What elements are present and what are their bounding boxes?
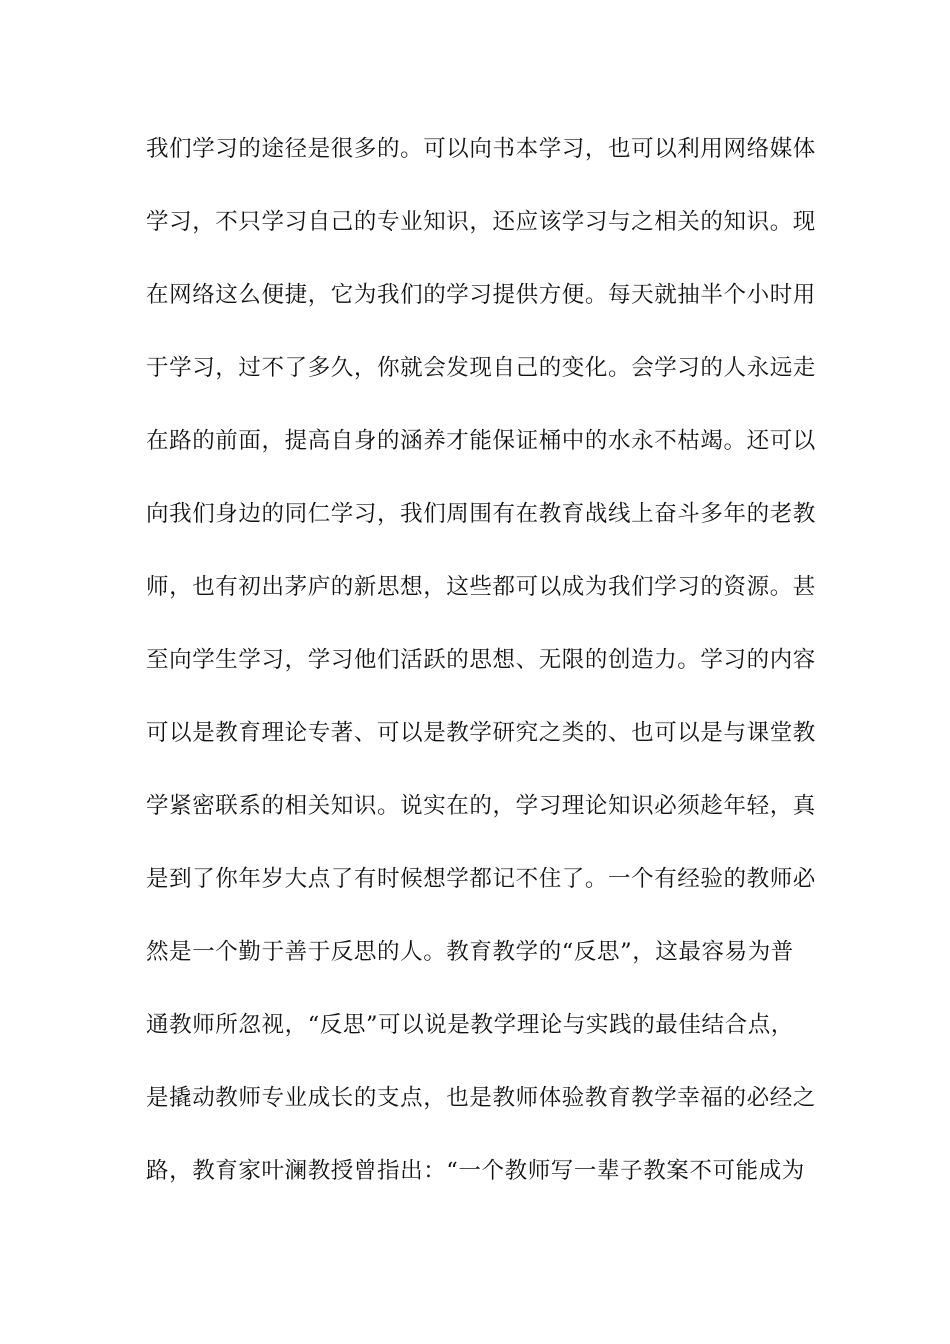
text-line-8: 至向学生学习，学习他们活跃的思想、无限的创造力。学习的内容 [146,647,816,673]
text-line-13: 通教师所忽视，“反思”可以说是教学理论与实践的最佳结合点， [146,1012,794,1038]
text-line-3: 在网络这么便捷，它为我们的学习提供方便。每天就抽半个小时用 [146,282,816,308]
text-line-12: 然是一个勤于善于反思的人。教育教学的“反思”，这最容易为普 [146,939,794,965]
text-line-9: 可以是教育理论专著、可以是教学研究之类的、也可以是与课堂教 [146,720,816,746]
text-line-10: 学紧密联系的相关知识。说实在的，学习理论知识必须趁年轻，真 [146,793,816,819]
text-line-4: 于学习，过不了多久，你就会发现自己的变化。会学习的人永远走 [146,355,816,381]
text-line-6: 向我们身边的同仁学习，我们周围有在教育战线上奋斗多年的老教 [146,501,816,527]
text-line-2: 学习，不只学习自己的专业知识，还应该学习与之相关的知识。现 [146,209,816,235]
text-line-5: 在路的前面，提高自身的涵养才能保证桶中的水永不枯竭。还可以 [146,428,816,454]
text-line-11: 是到了你年岁大点了有时候想学都记不住了。一个有经验的教师必 [146,866,816,892]
text-line-15: 路，教育家叶澜教授曾指出：“一个教师写一辈子教案不可能成为 [146,1158,805,1184]
text-line-7: 师，也有初出茅庐的新思想，这些都可以成为我们学习的资源。甚 [146,574,816,600]
text-line-14: 是撬动教师专业成长的支点，也是教师体验教育教学幸福的必经之 [146,1085,816,1111]
text-line-1: 我们学习的途径是很多的。可以向书本学习，也可以利用网络媒体 [146,136,816,162]
body-text [146,127,816,1222]
